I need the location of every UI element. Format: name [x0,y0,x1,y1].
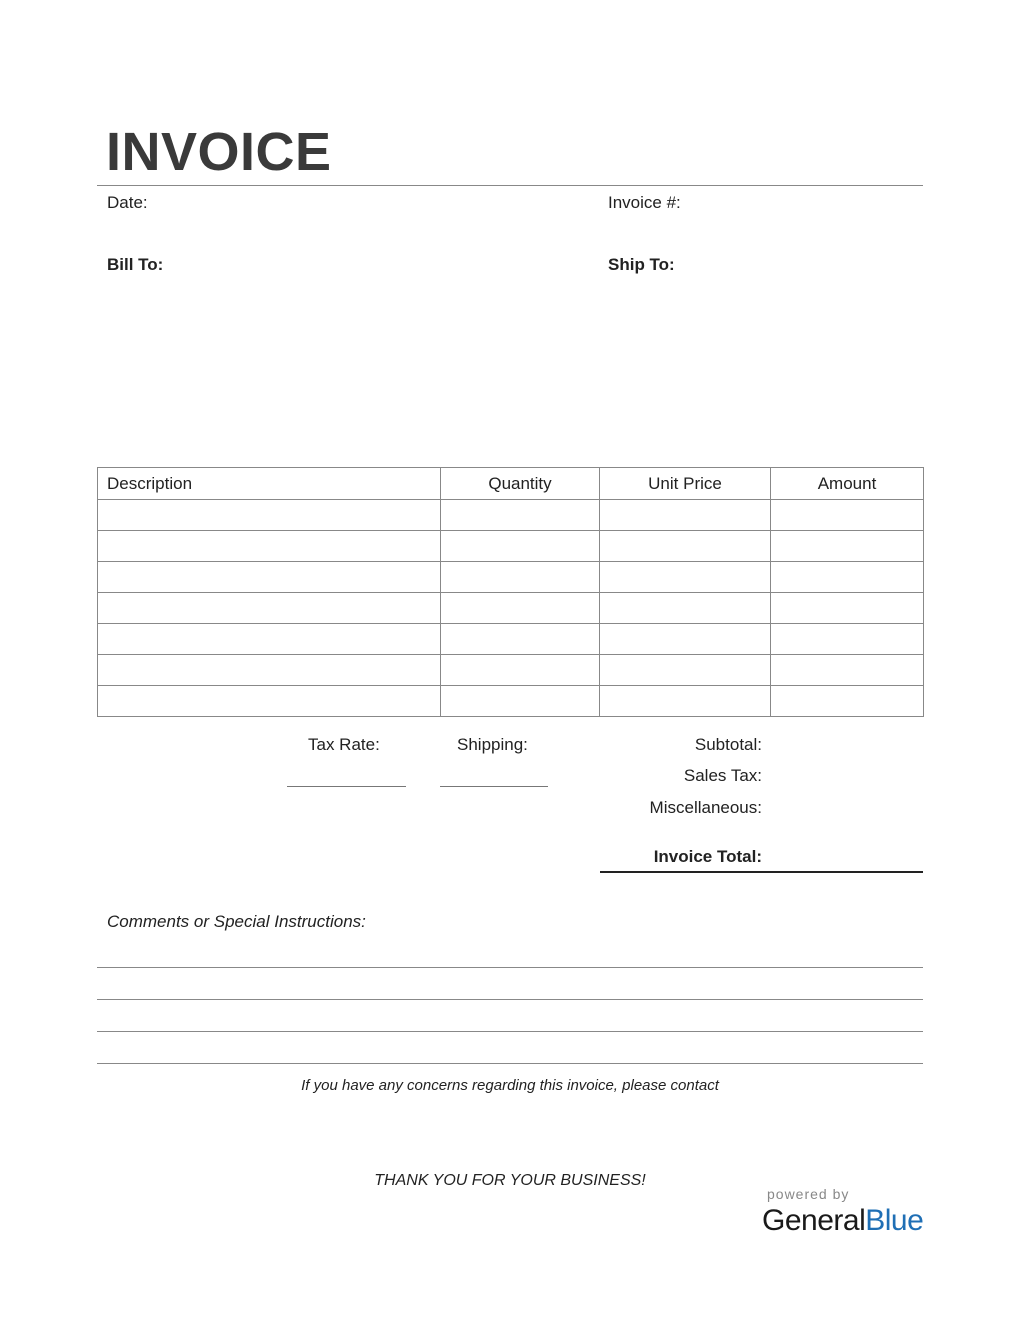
ship-to-label: Ship To: [608,255,675,274]
quantity-cell[interactable] [441,686,600,717]
table-row [98,686,924,717]
table-row [98,624,924,655]
quantity-cell[interactable] [441,624,600,655]
header-quantity: Quantity [441,468,600,500]
tax-rate-label: Tax Rate: [308,735,380,754]
amount-cell[interactable] [771,531,924,562]
amount-cell[interactable] [771,655,924,686]
unit-price-cell[interactable] [600,686,771,717]
description-cell[interactable] [98,531,441,562]
line-items-table [97,467,924,717]
miscellaneous-label: Miscellaneous: [649,798,762,817]
header-unit-price: Unit Price [600,468,771,500]
table-row [98,593,924,624]
tax-rate-field[interactable] [287,786,406,787]
unit-price-cell[interactable] [600,593,771,624]
header-description: Description [98,468,441,500]
comment-line[interactable] [97,999,923,1000]
description-cell[interactable] [98,624,441,655]
thank-you-message: THANK YOU FOR YOUR BUSINESS! [374,1172,646,1189]
quantity-cell[interactable] [441,655,600,686]
unit-price-cell[interactable] [600,531,771,562]
bill-to-label: Bill To: [107,255,164,274]
quantity-cell[interactable] [441,500,600,531]
unit-price-cell[interactable] [600,500,771,531]
unit-price-cell[interactable] [600,655,771,686]
invoice-title: INVOICE [106,122,332,182]
comment-line[interactable] [97,1063,923,1064]
unit-price-cell[interactable] [600,624,771,655]
sales-tax-label: Sales Tax: [683,766,762,785]
comments-label: Comments or Special Instructions: [107,912,366,931]
invoice-number-label: Invoice #: [608,193,681,212]
table-row [98,562,924,593]
amount-cell[interactable] [771,562,924,593]
amount-cell[interactable] [771,686,924,717]
description-cell[interactable] [98,593,441,624]
invoice-total-label: Invoice Total: [653,847,762,866]
quantity-cell[interactable] [441,593,600,624]
powered-by-text: powered by [767,1186,850,1202]
description-cell[interactable] [98,562,441,593]
header-amount: Amount [771,468,924,500]
contact-note: If you have any concerns regarding this invoice, please contact [301,1077,719,1094]
table-row [98,531,924,562]
shipping-label: Shipping: [457,735,528,754]
description-cell[interactable] [98,655,441,686]
table-row [98,500,924,531]
quantity-cell[interactable] [441,562,600,593]
subtotal-label: Subtotal: [694,735,762,754]
amount-cell[interactable] [771,624,924,655]
quantity-cell[interactable] [441,531,600,562]
amount-cell[interactable] [771,500,924,531]
table-header-row [98,468,924,500]
comment-line[interactable] [97,1031,923,1032]
title-divider [97,185,923,186]
amount-cell[interactable] [771,593,924,624]
generalblue-logo [762,1203,923,1239]
date-label: Date: [107,193,148,212]
unit-price-cell[interactable] [600,562,771,593]
table-row [98,655,924,686]
shipping-field[interactable] [440,786,548,787]
comment-line[interactable] [97,967,923,968]
logo-blue: Blue [865,1204,924,1237]
logo-general: General [762,1204,866,1237]
description-cell[interactable] [98,500,441,531]
invoice-total-underline [600,871,923,873]
description-cell[interactable] [98,686,441,717]
